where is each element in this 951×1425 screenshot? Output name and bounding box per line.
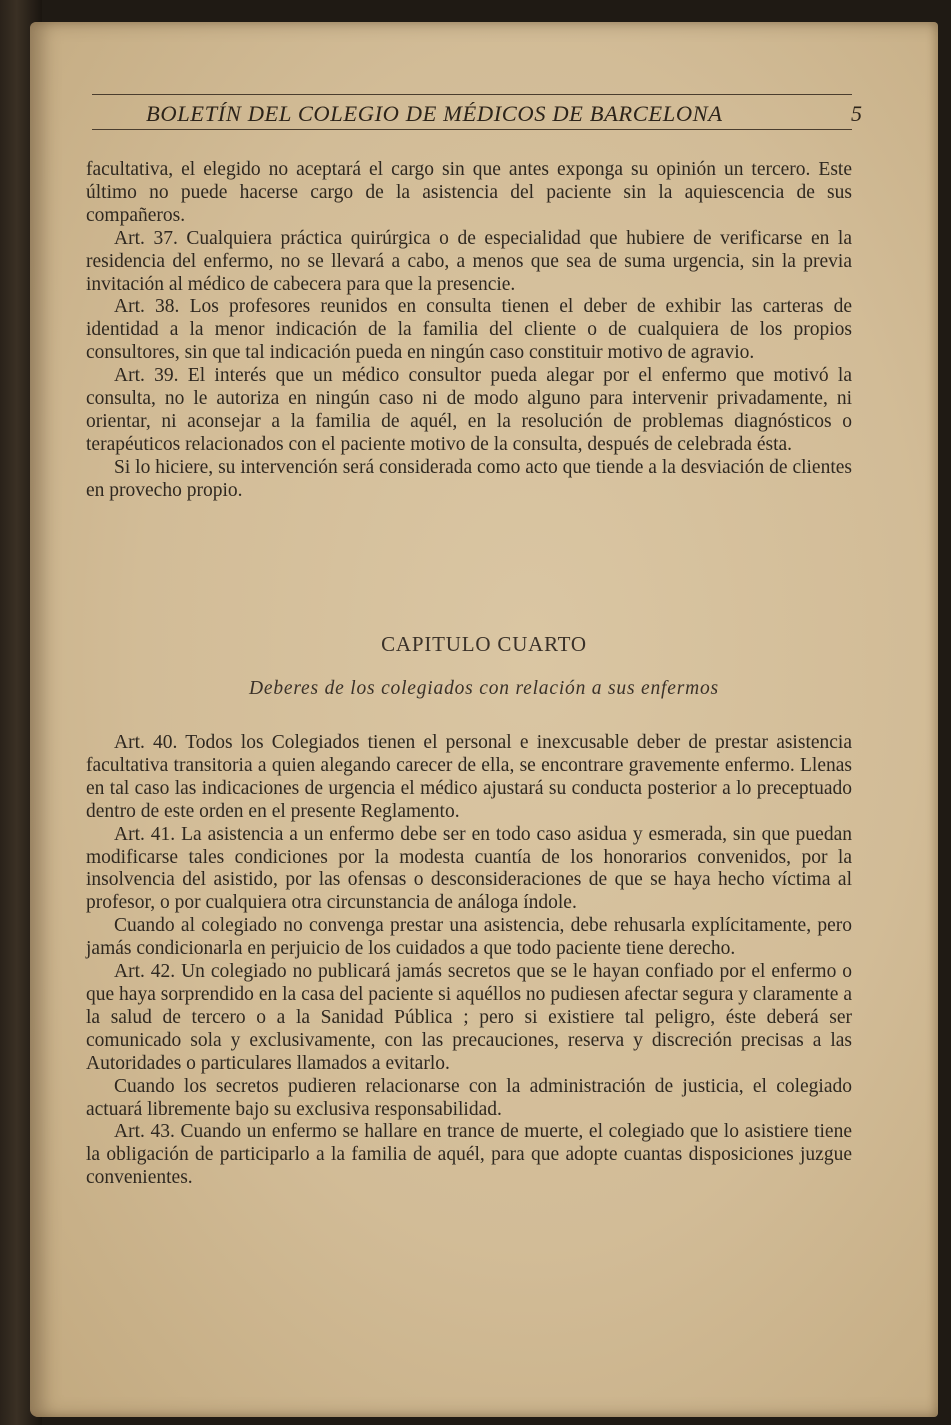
page-number: 5	[851, 101, 862, 126]
article-39: Art. 39. El interés que un médico consultor pueda alegar por el enfermo que motivó la consulta, no le autoriza en ningún caso ni de modo alguno para intervenir privadamente, ni orientar, ni aconsejar a la familia de aquél, en la resolución de problemas diagnósticos o terapéuticos relacionados con el paciente motivo de la consulta, después de celebrada ésta.	[86, 365, 852, 455]
article-41: Art. 41. La asistencia a un enfermo debe ser en todo caso asidua y esmerada, sin que puedan modificarse tales condiciones por la modesta cuantía de los honorarios convenidos, por la insolvencia del asistido, por las ofensas o desconsideraciones de que se haya hecho víctima al profesor, o por cualquiera otra circunstancia de análoga índole.	[86, 823, 852, 914]
running-header	[92, 94, 862, 130]
paragraph: facultativa, el elegido no aceptará el cargo sin que antes exponga su opinión un tercero. Este último no puede hacerse cargo de la asistencia del paciente sin la aquiescencia de sus compañeros.	[86, 159, 852, 226]
paragraph: Cuando los secretos pudieren relacionarse con la administración de justicia, el colegiado actuará libremente bajo su exclusiva responsabilidad.	[86, 1075, 852, 1120]
paragraph: Cuando al colegiado no convenga prestar una asistencia, debe rehusarla explícitamente, pero jamás condicionarla en perjuicio de los cuidados a que todo paciente tiene derecho.	[86, 915, 852, 960]
article-43: Art. 43. Cuando un enfermo se hallare en trance de muerte, el colegiado que lo asistiere tiene la obligación de participarlo a la familia de aquél, para que adopte cuantas disposiciones juzgue convenientes.	[86, 1121, 852, 1189]
text-block-bottom	[86, 732, 852, 1190]
text-block-top	[86, 159, 852, 503]
article-37: Art. 37. Cualquiera práctica quirúrgica o de especialidad que hubiere de verificarse en la residencia del enfermo, no se llevará a cabo, a menos que sea de suma urgencia, sin la previa invitación al médico de cabecera para que la presencie.	[86, 227, 852, 295]
chapter-title: CAPITULO CUARTO	[381, 632, 587, 656]
article-42: Art. 42. Un colegiado no publicará jamás secretos que se le hayan confiado por el enfermo o que haya sorprendido en la casa del paciente si aquéllos no pudiesen afectar segura y claramente a la salud de tercero o a la Sanidad Pública ; pero si existiere tal peligro, éste deberá ser comunicado sola y exclusivamente, con las precauciones, reserva y discreción precisas a las Autoridades o particulares llamados a evitarlo.	[86, 961, 852, 1074]
article-40: Art. 40. Todos los Colegiados tienen el personal e inexcusable deber de prestar asistencia facultativa transitoria a quien alegando carecer de ella, se encontrare gravemente enfermo. Llenas en tal caso las indicaciones de urgencia el médico ajustará su conducta posterior a lo preceptuado dentro de este orden en el presente Reglamento.	[86, 732, 852, 822]
header-title: BOLETÍN DEL COLEGIO DE MÉDICOS DE BARCELONA	[146, 101, 723, 126]
paragraph: Si lo hiciere, su intervención será considerada como acto que tiende a la desviación de clientes en provecho propio.	[86, 456, 852, 501]
chapter-subtitle: Deberes de los colegiados con relación a sus enfermos	[249, 678, 719, 699]
book-page	[30, 22, 938, 1417]
article-38: Art. 38. Los profesores reunidos en consulta tienen el deber de exhibir las carteras de identidad a la menor indicación de la familia del cliente o de cualquiera de los propios consultores, sin que tal indicación pueda en ningún caso constituir motivo de agravio.	[86, 296, 852, 364]
